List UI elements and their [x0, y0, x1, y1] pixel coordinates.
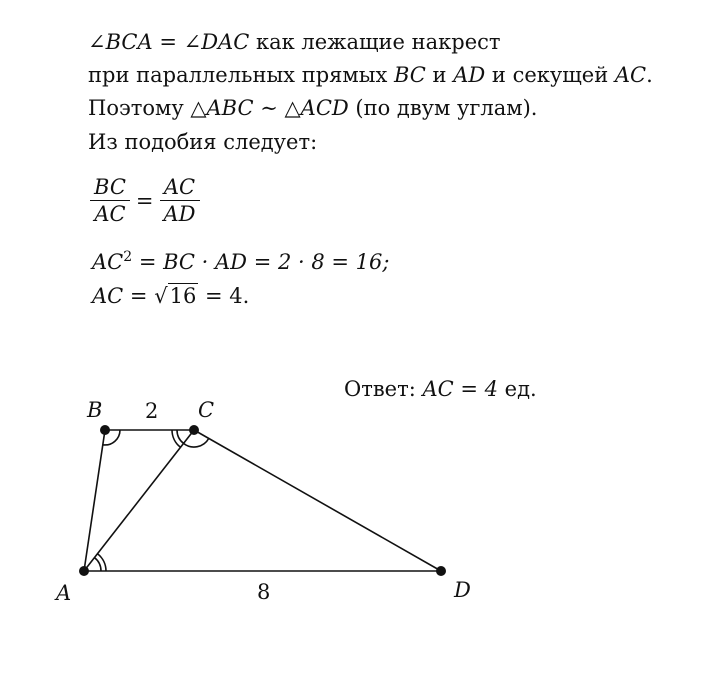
answer-value: AC = 4 — [422, 377, 498, 401]
radical-icon: √ — [154, 284, 168, 308]
period: . — [646, 63, 653, 87]
side-cd — [194, 430, 441, 571]
equals-sign: = — [135, 188, 154, 213]
fraction-denominator: AD — [163, 202, 196, 226]
angle-a-arc-inner — [95, 558, 102, 571]
ac-equals: AC = — [92, 284, 155, 308]
label-side-bc: 2 — [145, 399, 159, 423]
segment-ac: AC — [614, 63, 647, 87]
label-b: B — [87, 398, 103, 422]
vertex-c — [189, 425, 199, 435]
diagonal-ac — [84, 430, 194, 571]
vertex-b — [100, 425, 110, 435]
side-ab — [84, 430, 105, 571]
power: 2 — [123, 249, 133, 265]
label-d: D — [454, 578, 471, 602]
parallel-text: при параллельных прямых — [88, 63, 394, 87]
answer-label: Ответ: — [344, 377, 423, 401]
fraction-denominator: AC — [94, 202, 126, 226]
secant-text: и секущей — [485, 63, 615, 87]
label-side-ad: 8 — [257, 580, 271, 604]
result: = 4. — [198, 284, 250, 308]
by-two-angles-text: (по двум углам). — [348, 96, 538, 120]
angle-c-arc-inner — [177, 430, 184, 443]
fraction-numerator: AC — [160, 174, 200, 201]
vertex-a — [79, 566, 89, 576]
product-calculation: = BC · AD = 2 · 8 = 16; — [132, 250, 390, 274]
and-text: и — [425, 63, 454, 87]
answer-unit: ед. — [498, 377, 537, 401]
label-a: A — [56, 581, 72, 605]
ac-term: AC — [92, 250, 124, 274]
therefore-text: Поэтому — [88, 96, 191, 120]
fraction-numerator: BC — [90, 174, 130, 201]
segment-bc: BC — [393, 63, 426, 87]
angle-equality: ∠BCA = ∠DAC — [88, 30, 250, 54]
similarity-statement: △ABC ∼ △ACD — [190, 96, 349, 120]
radicand: 16 — [169, 284, 197, 308]
follows-text: Из подобия следует: — [88, 130, 318, 154]
label-c: C — [198, 398, 215, 422]
vertex-d — [436, 566, 446, 576]
reason-text: как лежащие накрест — [249, 30, 501, 54]
segment-ad: AD — [453, 63, 486, 87]
